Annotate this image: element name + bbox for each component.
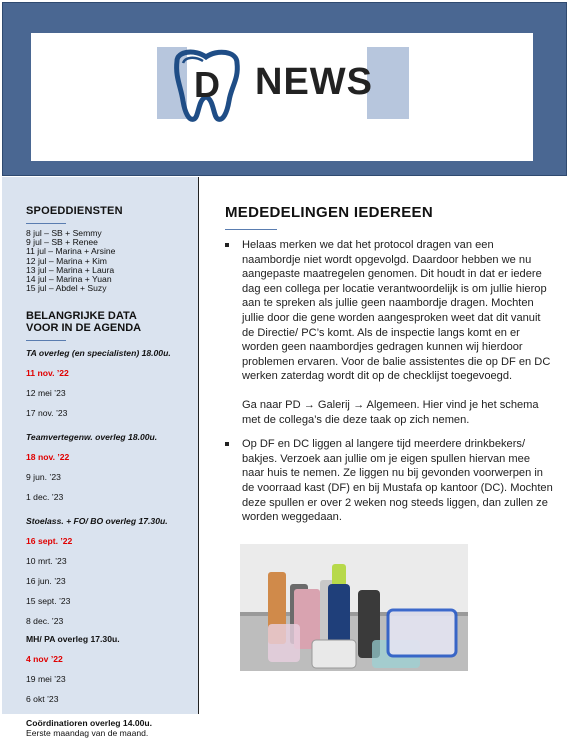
coord-note: Eerste maandag van de maand. [26, 728, 149, 738]
agenda-date: 12 mei ’23 [26, 388, 66, 399]
box-icon [388, 610, 456, 656]
duty-item: 8 jul – SB + Semmy [26, 228, 102, 238]
duty-item: 14 jul – Marina + Yuan [26, 274, 112, 285]
agenda-group [26, 432, 198, 502]
header-logo-frame [31, 33, 533, 161]
announcement-item [225, 238, 555, 427]
agenda-rule [26, 340, 66, 341]
agenda-group [26, 516, 198, 626]
agenda-date: 8 dec. ’23 [26, 616, 64, 627]
duty-item: 11 jul – Marina + Arsine [26, 246, 116, 257]
agenda-date-highlight: 18 nov. ’22 [26, 452, 70, 463]
duties-rule [26, 223, 66, 224]
agenda-group [26, 634, 198, 704]
main-content [200, 177, 567, 714]
agenda-date-highlight: 4 nov ’22 [26, 654, 63, 665]
bottle-icon [332, 564, 346, 586]
agenda-group-title: Stoelass. + FO/ BO overleg 17.30u. [26, 516, 168, 527]
agenda-group-title: TA overleg (en specialisten) 18.00u. [26, 348, 171, 359]
announcement-item [225, 437, 555, 525]
agenda-date: 19 mei ’23 [26, 674, 66, 685]
agenda-date: 1 dec. ’23 [26, 492, 64, 503]
title-rule [225, 229, 277, 230]
agenda-title [26, 311, 198, 334]
logo-accent-right [367, 47, 409, 119]
announcement-text: Helaas merken we dat het protocol dragen van een naambordje niet wordt opgevolgd. Daardoor hebben we nu aangepaste maatregelen genomen. Dit houdt in dat er iedere dag een collega per locatie verantwoordelijk is om jullie hierop aan te spreken als jullie geen naambordje dragen. Mochten jullie door die gene worden aangesproken weet dat dit vanuit de Directie/ PC’s komt. Als de inspectie langs komt en er worden geen naambordjes gedragen kunnen wij hierdoor problemen ervaren. Voor de balie assistentes die op DF en DC werken zaterdag wordt dit op de checklijst toegevoegd. [242, 239, 551, 383]
logo-letter: D [194, 64, 220, 105]
agenda-title-line2: VOOR IN DE AGENDA [26, 321, 142, 334]
page-title: MEDEDELINGEN IEDEREEN [225, 204, 433, 221]
agenda-date: 16 jun. ’23 [26, 576, 66, 587]
logo-text: NEWS [255, 61, 373, 103]
agenda-date: 9 jun. ’23 [26, 472, 61, 483]
agenda-group [26, 348, 198, 418]
agenda-date: 17 nov. ’23 [26, 408, 68, 419]
agenda-date: 6 okt ’23 [26, 694, 59, 705]
cup-icon [268, 624, 300, 662]
agenda-date: 10 mrt. ’23 [26, 556, 67, 567]
agenda-group-title: MH/ PA overleg 17.30u. [26, 634, 120, 645]
duty-item: 12 jul – Marina + Kim [26, 255, 107, 266]
duty-item: 15 jul – Abdel + Suzy [26, 283, 107, 294]
duty-item: 13 jul – Marina + Laura [26, 264, 115, 275]
announcement-text: Ga naar PD → Galerij → Algemeen. Hier vind je het schema met de collega’s die deze taak op zich nemen. [242, 398, 539, 426]
coord-title: Coördinatioren overleg 14.00u. [26, 718, 153, 729]
bullet-icon [225, 442, 229, 446]
agenda-date-highlight: 16 sept. ’22 [26, 536, 73, 547]
agenda-date-highlight: 11 nov. ’22 [26, 368, 69, 379]
bullet-icon [225, 243, 229, 247]
box-icon [312, 640, 356, 668]
newsletter-header [2, 2, 567, 176]
announcement-text: Op DF en DC liggen al langere tijd meerdere drinkbekers/ bakjes. Verzoek aan jullie om je eigen spullen hiervan mee naar huis te nemen. Ze liggen nu bij gevonden voorwerpen in de voorraad kast (DF) en bij Mustafa op kantoor (DC). Mochten deze spullen er over 2 weken nog steeds liggen, dan zullen ze worden weggedaan. [242, 438, 553, 524]
logo [157, 47, 409, 119]
duties-title: SPOEDDIENSTEN [26, 205, 123, 217]
agenda-title-line1: BELANGRIJKE DATA [26, 310, 137, 323]
lost-items-photo [240, 544, 468, 671]
duty-list [26, 229, 198, 293]
sidebar [2, 177, 199, 738]
tooth-icon [161, 47, 251, 125]
duty-item: 9 jul – SB + Renee [26, 237, 98, 248]
agenda-group-title: Teamvertegenw. overleg 18.00u. [26, 432, 158, 443]
agenda-date: 15 sept. ’23 [26, 596, 71, 607]
